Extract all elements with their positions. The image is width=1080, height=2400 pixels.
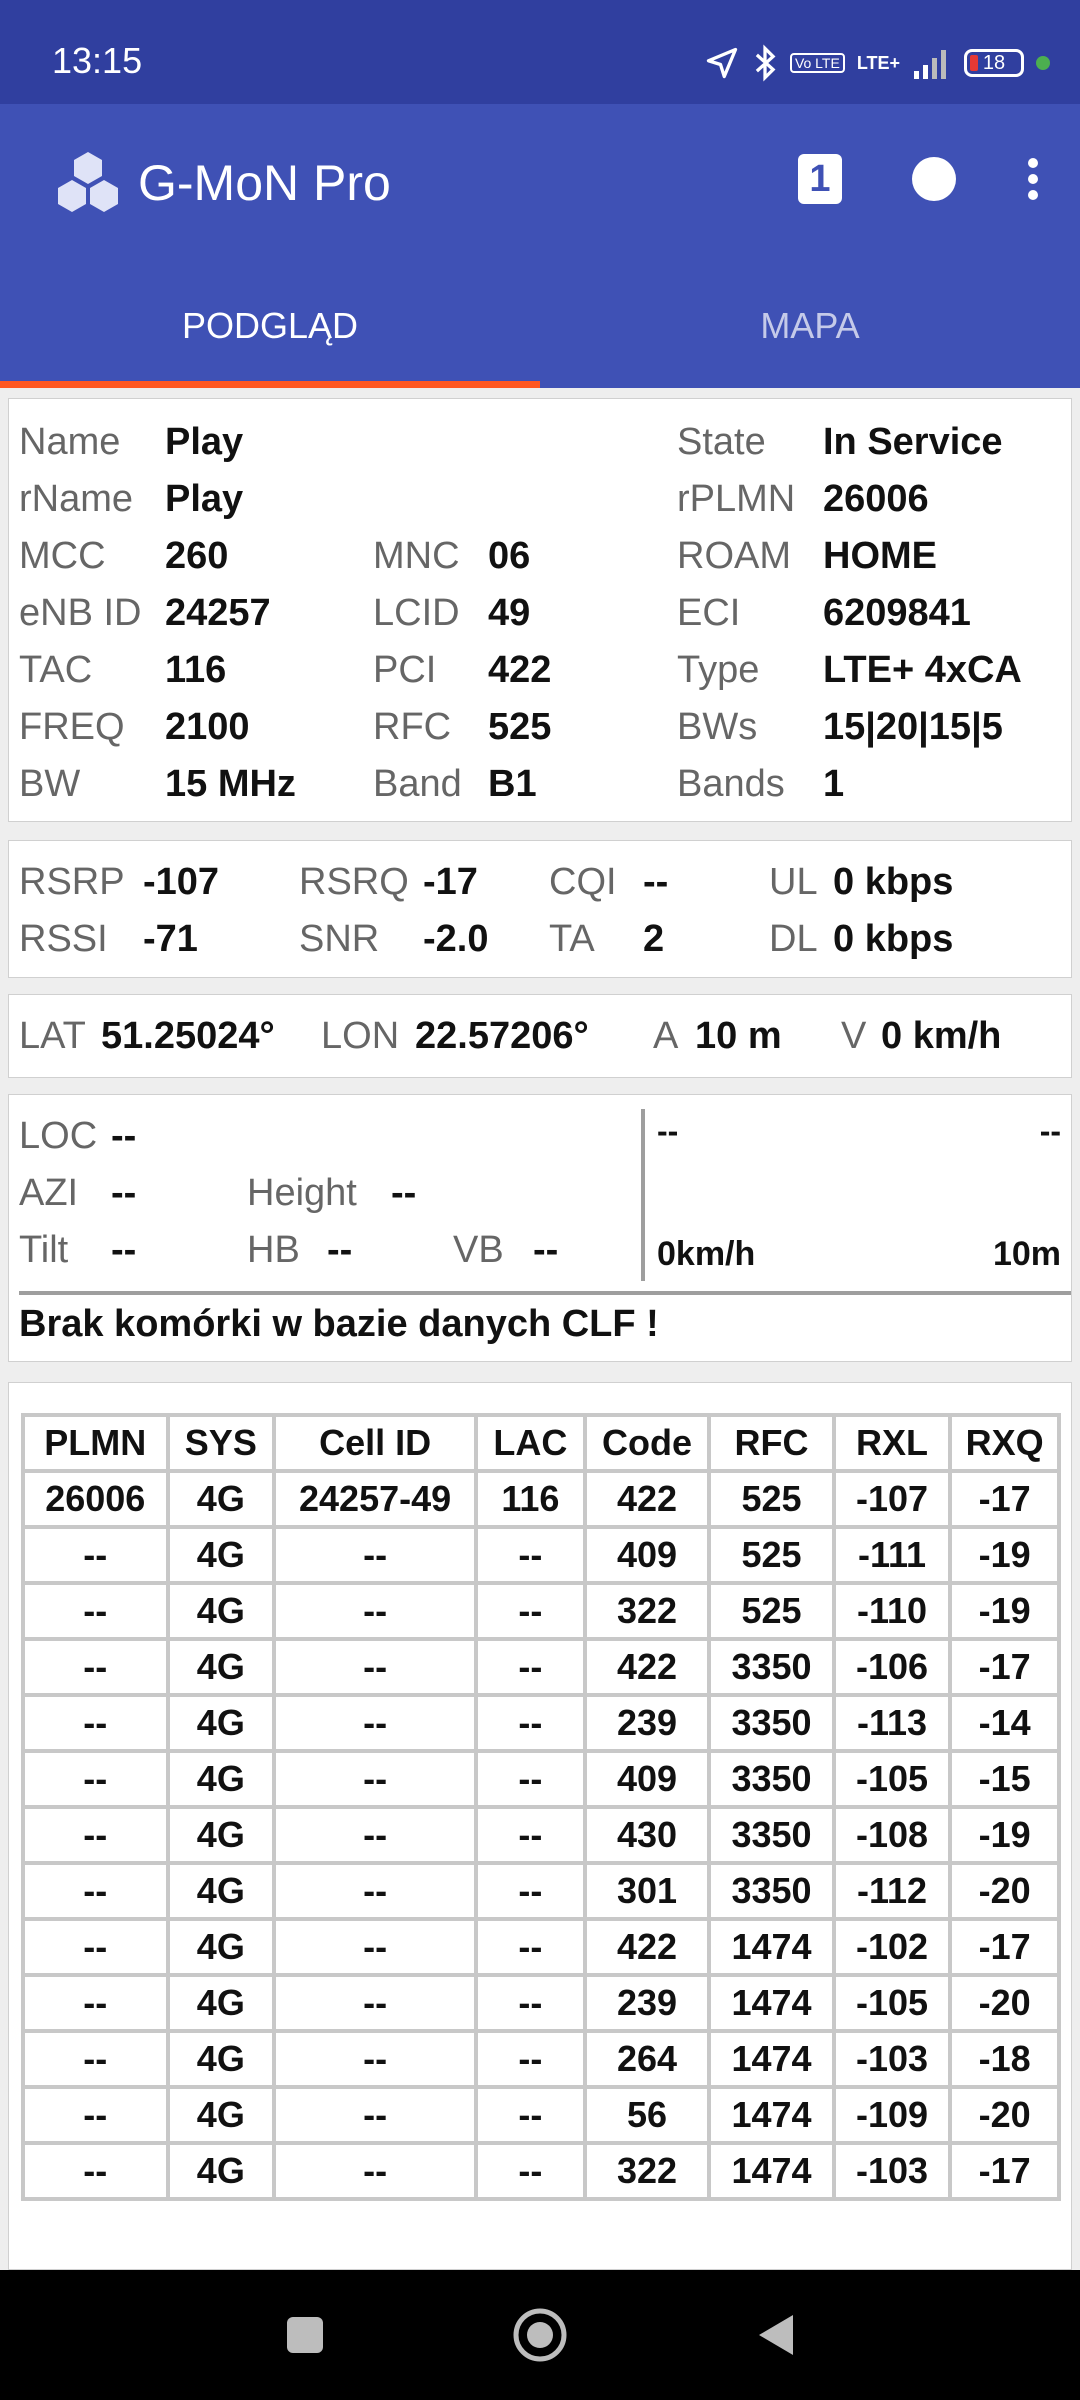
ta-label: TA — [549, 918, 595, 960]
tac-value: 116 — [165, 649, 227, 691]
table-cell: -- — [476, 1583, 585, 1639]
table-cell: -103 — [834, 2031, 951, 2087]
rssi-label: RSSI — [19, 918, 108, 960]
square-icon — [287, 2317, 323, 2353]
table-cell: 4G — [168, 1807, 275, 1863]
snr-value: -2.0 — [423, 918, 489, 960]
column-header: PLMN — [23, 1415, 168, 1471]
table-cell: -- — [274, 1751, 476, 1807]
table-cell: -- — [476, 2143, 585, 2199]
gauge-distance: 10m — [992, 1235, 1061, 1273]
table-cell: -110 — [834, 1583, 951, 1639]
tilt-label: Tilt — [19, 1229, 69, 1271]
height-value: -- — [391, 1172, 417, 1214]
table-cell: 1474 — [709, 1975, 834, 2031]
table-cell: -- — [274, 1527, 476, 1583]
location-card — [8, 1094, 1072, 1362]
rsrq-label: RSRQ — [299, 861, 409, 903]
bands-label: Bands — [677, 763, 785, 805]
table-cell: 430 — [585, 1807, 710, 1863]
ul-value: 0 kbps — [833, 861, 954, 903]
table-cell: 4G — [168, 1975, 275, 2031]
table-row — [23, 1919, 1059, 1975]
table-cell: -- — [23, 1807, 168, 1863]
type-value: LTE+ 4xCA — [823, 649, 1022, 691]
table-cell: -20 — [950, 1863, 1059, 1919]
table-cell: -17 — [950, 2143, 1059, 2199]
table-cell: 322 — [585, 2143, 710, 2199]
table-row — [23, 2143, 1059, 2199]
mcc-label: MCC — [19, 535, 106, 577]
table-cell: -- — [23, 1639, 168, 1695]
gauge-left-top: -- — [657, 1113, 679, 1149]
table-row — [23, 1471, 1059, 1527]
ul-label: UL — [769, 861, 818, 903]
enb-value: 24257 — [165, 592, 271, 634]
table-cell: -- — [476, 1919, 585, 1975]
table-cell: 1474 — [709, 1919, 834, 1975]
tab-podglad[interactable] — [0, 264, 540, 388]
table-cell: -- — [476, 1695, 585, 1751]
table-cell: 4G — [168, 2143, 275, 2199]
table-cell: -- — [476, 2031, 585, 2087]
neighbor-cells-table — [21, 1413, 1061, 2201]
azi-label: AZI — [19, 1172, 79, 1214]
table-row — [23, 1751, 1059, 1807]
table-row — [23, 1807, 1059, 1863]
accuracy-label: A — [653, 1015, 679, 1057]
table-row — [23, 1863, 1059, 1919]
table-cell: -107 — [834, 1471, 951, 1527]
table-cell: -113 — [834, 1695, 951, 1751]
status-bar — [0, 0, 1080, 104]
table-cell: -109 — [834, 2087, 951, 2143]
table-cell: -- — [23, 1863, 168, 1919]
table-cell: 4G — [168, 1751, 275, 1807]
mcc-value: 260 — [165, 535, 229, 577]
enb-label: eNB ID — [19, 592, 142, 634]
recents-button[interactable] — [270, 2300, 340, 2370]
table-cell: -105 — [834, 1975, 951, 2031]
privacy-dot-icon — [1036, 56, 1050, 70]
tac-label: TAC — [19, 649, 93, 691]
table-cell: -108 — [834, 1807, 951, 1863]
app-logo-icon — [52, 150, 124, 216]
table-cell: -- — [476, 1527, 585, 1583]
column-header: RFC — [709, 1415, 834, 1471]
table-cell: -- — [274, 1919, 476, 1975]
table-cell: 3350 — [709, 1639, 834, 1695]
table-cell: -- — [274, 2143, 476, 2199]
vb-label: VB — [453, 1229, 504, 1271]
gauge-right-top: -- — [1039, 1113, 1061, 1149]
table-cell: -- — [476, 1751, 585, 1807]
ta-value: 2 — [643, 918, 665, 960]
freq-label: FREQ — [19, 706, 125, 748]
column-header: RXL — [834, 1415, 951, 1471]
name-label: Name — [19, 421, 121, 463]
loc-label: LOC — [19, 1115, 98, 1157]
table-cell: 4G — [168, 1583, 275, 1639]
column-header: Code — [585, 1415, 710, 1471]
table-cell: -- — [23, 2087, 168, 2143]
cell-info-card — [8, 398, 1072, 822]
vb-value: -- — [533, 1229, 559, 1271]
roam-value: HOME — [823, 535, 937, 577]
app-bar — [0, 104, 1080, 388]
home-circle-icon — [510, 2305, 570, 2365]
type-label: Type — [677, 649, 760, 691]
table-cell: -- — [23, 1919, 168, 1975]
table-cell: -102 — [834, 1919, 951, 1975]
table-cell: 1474 — [709, 2087, 834, 2143]
table-cell: 409 — [585, 1527, 710, 1583]
rfc-label: RFC — [373, 706, 452, 748]
rplmn-value: 26006 — [823, 478, 929, 520]
table-row — [23, 1695, 1059, 1751]
location-divider — [19, 1291, 1071, 1295]
table-cell: -- — [274, 1975, 476, 2031]
column-header: SYS — [168, 1415, 275, 1471]
table-cell: 322 — [585, 1583, 710, 1639]
rname-value: Play — [165, 478, 244, 520]
table-cell: 422 — [585, 1639, 710, 1695]
table-row — [23, 1975, 1059, 2031]
table-cell: -- — [274, 1807, 476, 1863]
lcid-label: LCID — [373, 592, 460, 634]
table-cell: 4G — [168, 1695, 275, 1751]
table-cell: -- — [476, 1863, 585, 1919]
rsrq-value: -17 — [423, 861, 478, 903]
pci-value: 422 — [488, 649, 552, 691]
rfc-value: 525 — [488, 706, 552, 748]
cqi-label: CQI — [549, 861, 617, 903]
signal-icon — [912, 45, 952, 81]
table-cell: -17 — [950, 1471, 1059, 1527]
table-row — [23, 1583, 1059, 1639]
eci-value: 6209841 — [823, 592, 971, 634]
status-icons — [704, 38, 1050, 88]
table-cell: -- — [274, 1583, 476, 1639]
table-cell: -112 — [834, 1863, 951, 1919]
sim-selector-button[interactable] — [798, 154, 842, 204]
back-triangle-icon — [753, 2311, 797, 2359]
table-cell: 525 — [709, 1583, 834, 1639]
state-value: In Service — [823, 421, 1003, 463]
lon-label: LON — [321, 1015, 400, 1057]
table-cell: 1474 — [709, 2031, 834, 2087]
mnc-value: 06 — [488, 535, 531, 577]
table-cell: 4G — [168, 1919, 275, 1975]
bws-value: 15|20|15|5 — [823, 706, 1003, 748]
table-row — [23, 2087, 1059, 2143]
table-cell: 26006 — [23, 1471, 168, 1527]
neighbor-cells-card — [8, 1382, 1072, 2270]
table-cell: 422 — [585, 1471, 710, 1527]
state-label: State — [677, 421, 766, 463]
table-cell: 4G — [168, 1527, 275, 1583]
band-value: B1 — [488, 763, 537, 805]
pci-label: PCI — [373, 649, 437, 691]
table-cell: 239 — [585, 1695, 710, 1751]
table-cell: -- — [23, 2143, 168, 2199]
table-cell: -- — [274, 2087, 476, 2143]
table-cell: 422 — [585, 1919, 710, 1975]
location-arrow-icon — [704, 45, 740, 81]
column-header: LAC — [476, 1415, 585, 1471]
speed-value: 0 km/h — [881, 1015, 1002, 1057]
table-cell: -19 — [950, 1583, 1059, 1639]
table-cell: 4G — [168, 1471, 275, 1527]
table-cell: -105 — [834, 1751, 951, 1807]
table-cell: -- — [476, 2087, 585, 2143]
bw-label: BW — [19, 763, 81, 805]
column-header: Cell ID — [274, 1415, 476, 1471]
loc-value: -- — [111, 1115, 137, 1157]
bws-label: BWs — [677, 706, 758, 748]
table-cell: 4G — [168, 1863, 275, 1919]
table-cell: 301 — [585, 1863, 710, 1919]
speed-label: V — [841, 1015, 867, 1057]
table-cell: -- — [274, 1695, 476, 1751]
table-cell: 264 — [585, 2031, 710, 2087]
azi-value: -- — [111, 1172, 137, 1214]
lat-label: LAT — [19, 1015, 86, 1057]
signal-card — [8, 840, 1072, 978]
table-cell: -103 — [834, 2143, 951, 2199]
clf-message: Brak komórki w bazie danych CLF ! — [19, 1303, 659, 1345]
mnc-label: MNC — [373, 535, 460, 577]
bluetooth-icon — [752, 43, 778, 83]
table-cell: -- — [274, 2031, 476, 2087]
rsrp-label: RSRP — [19, 861, 125, 903]
table-cell: 525 — [709, 1471, 834, 1527]
table-cell: -18 — [950, 2031, 1059, 2087]
table-cell: 3350 — [709, 1807, 834, 1863]
table-row — [23, 1639, 1059, 1695]
tab-mapa[interactable] — [540, 264, 1080, 388]
table-cell: 56 — [585, 2087, 710, 2143]
dl-label: DL — [769, 918, 818, 960]
table-cell: -17 — [950, 1639, 1059, 1695]
table-cell: -20 — [950, 2087, 1059, 2143]
rssi-value: -71 — [143, 918, 198, 960]
tab-bar — [0, 264, 1080, 388]
height-label: Height — [247, 1172, 357, 1214]
back-button[interactable] — [740, 2300, 810, 2370]
lcid-value: 49 — [488, 592, 531, 634]
column-header: RXQ — [950, 1415, 1059, 1471]
table-cell: -15 — [950, 1751, 1059, 1807]
table-cell: 3350 — [709, 1695, 834, 1751]
table-cell: -- — [476, 1975, 585, 2031]
table-cell: 525 — [709, 1527, 834, 1583]
rsrp-value: -107 — [143, 861, 220, 903]
table-cell: -19 — [950, 1527, 1059, 1583]
table-cell: -17 — [950, 1919, 1059, 1975]
status-time: 13:15 — [52, 40, 143, 81]
name-value: Play — [165, 421, 244, 463]
table-cell: 24257-49 — [274, 1471, 476, 1527]
hb-label: HB — [247, 1229, 300, 1271]
tab-label: MAPA — [760, 305, 860, 346]
band-label: Band — [373, 763, 462, 805]
table-cell: -19 — [950, 1807, 1059, 1863]
home-button[interactable] — [505, 2300, 575, 2370]
table-cell: -- — [23, 2031, 168, 2087]
rname-label: rName — [19, 478, 134, 520]
table-cell: -- — [23, 1695, 168, 1751]
freq-value: 2100 — [165, 706, 250, 748]
table-cell: 1474 — [709, 2143, 834, 2199]
table-cell: -- — [274, 1639, 476, 1695]
table-cell: 3350 — [709, 1751, 834, 1807]
eci-label: ECI — [677, 592, 741, 634]
table-cell: -- — [476, 1807, 585, 1863]
table-cell: 4G — [168, 2031, 275, 2087]
bw-value: 15 MHz — [165, 763, 296, 805]
table-cell: -- — [23, 1527, 168, 1583]
table-cell: 239 — [585, 1975, 710, 2031]
table-cell: 4G — [168, 2087, 275, 2143]
record-button[interactable] — [912, 157, 956, 201]
tilt-value: -- — [111, 1229, 137, 1271]
bands-value: 1 — [823, 763, 845, 805]
table-cell: 116 — [476, 1471, 585, 1527]
gauge-divider — [641, 1109, 645, 1281]
gps-card — [8, 994, 1072, 1078]
sim-badge-label: 1 — [809, 157, 831, 200]
dl-value: 0 kbps — [833, 918, 954, 960]
table-cell: -- — [274, 1863, 476, 1919]
table-cell: -- — [23, 1751, 168, 1807]
hb-value: -- — [327, 1229, 353, 1271]
table-cell: 3350 — [709, 1863, 834, 1919]
navigation-bar — [0, 2270, 1080, 2400]
battery-icon: 18 — [964, 49, 1024, 77]
rplmn-label: rPLMN — [677, 478, 796, 520]
cqi-value: -- — [643, 861, 669, 903]
table-row — [23, 2031, 1059, 2087]
volte-icon: Vo LTE — [790, 53, 845, 73]
lon-value: 22.57206° — [415, 1015, 589, 1057]
snr-label: SNR — [299, 918, 380, 960]
app-title: G-MoN Pro — [138, 155, 391, 211]
lat-value: 51.25024° — [101, 1015, 275, 1057]
network-type: LTE+ — [856, 52, 900, 73]
table-header-row — [23, 1415, 1059, 1471]
gauge-speed: 0km/h — [657, 1235, 756, 1273]
table-cell: 409 — [585, 1751, 710, 1807]
table-row — [23, 1527, 1059, 1583]
table-cell: -111 — [834, 1527, 951, 1583]
table-cell: -- — [23, 1583, 168, 1639]
table-cell: -- — [23, 1975, 168, 2031]
table-cell: -20 — [950, 1975, 1059, 2031]
table-cell: -14 — [950, 1695, 1059, 1751]
table-cell: -106 — [834, 1639, 951, 1695]
overflow-menu-icon[interactable] — [1026, 157, 1040, 201]
tab-label: PODGLĄD — [181, 305, 359, 346]
accuracy-value: 10 m — [695, 1015, 782, 1057]
table-cell: -- — [476, 1639, 585, 1695]
roam-label: ROAM — [677, 535, 791, 577]
table-cell: 4G — [168, 1639, 275, 1695]
